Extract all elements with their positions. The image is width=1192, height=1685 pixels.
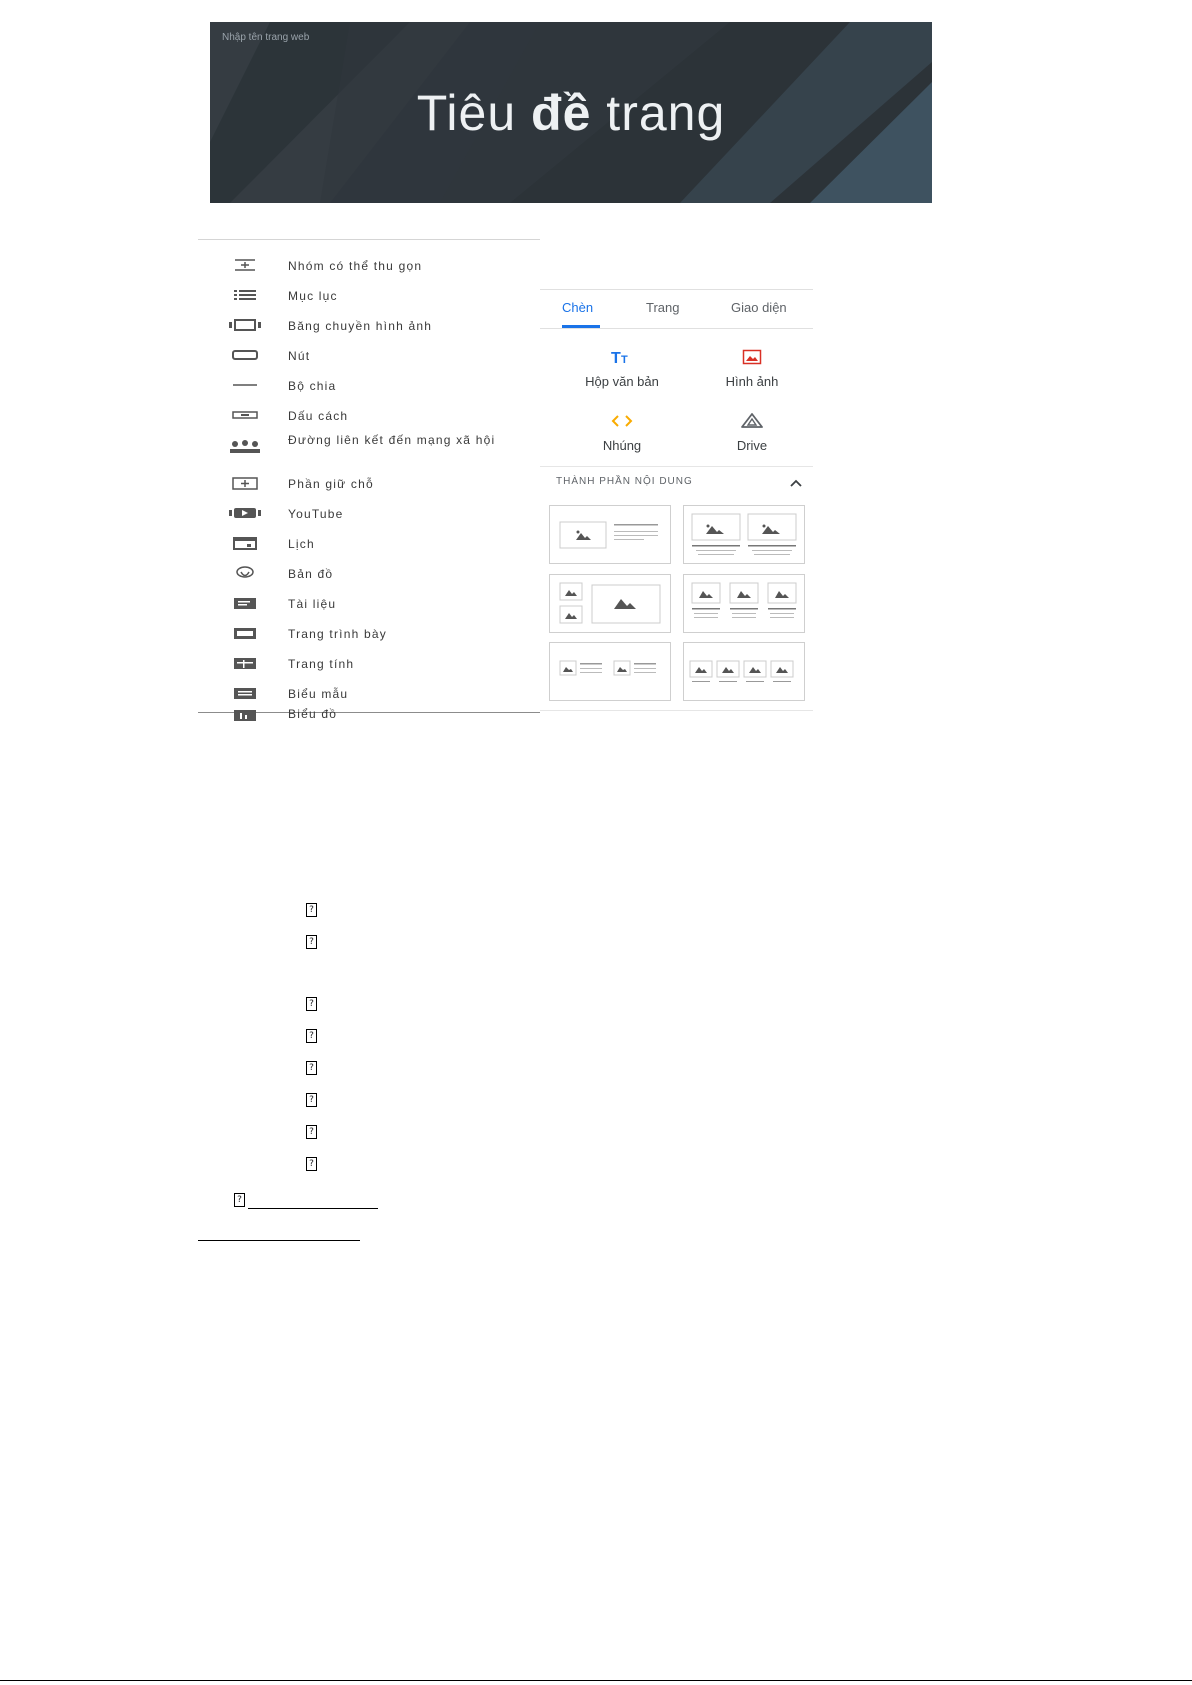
layout-card-two-images[interactable] xyxy=(683,505,805,564)
list-item-calendar[interactable] xyxy=(198,528,540,558)
embed-icon xyxy=(562,410,682,432)
list-item-sheets[interactable] xyxy=(198,648,540,678)
list-item-label: Trang tính xyxy=(288,657,355,671)
tab-insert[interactable]: Chèn xyxy=(562,300,594,315)
svg-text:T: T xyxy=(621,354,628,366)
embed-label: Nhúng xyxy=(602,438,642,453)
site-name-hint[interactable]: Nhập tên trang web xyxy=(222,32,310,43)
list-item-spacer[interactable] xyxy=(198,400,540,430)
list-item-divider[interactable] xyxy=(198,370,540,400)
site-header-banner xyxy=(210,22,932,203)
list-item-label: Phần giữ chỗ xyxy=(288,477,374,491)
charts-icon xyxy=(228,708,262,722)
text-box-label: Hộp văn bản xyxy=(585,374,659,389)
map-icon xyxy=(228,566,262,580)
underline-rule xyxy=(198,1240,360,1241)
list-bullet: ? xyxy=(306,997,317,1011)
list-item-label: Lịch xyxy=(288,537,315,551)
placeholder-icon xyxy=(228,476,262,490)
list-item-label: Nút xyxy=(288,349,311,363)
list-item-label: Bộ chia xyxy=(288,379,337,393)
button-icon xyxy=(228,348,262,362)
active-tab-indicator xyxy=(562,325,600,328)
list-item-slides[interactable] xyxy=(198,618,540,648)
layout-card-four-images[interactable] xyxy=(683,642,805,701)
list-item-label: Băng chuyền hình ảnh xyxy=(288,319,433,333)
list-item-charts[interactable] xyxy=(198,706,540,736)
chevron-up-icon[interactable] xyxy=(789,473,803,492)
docs-icon xyxy=(228,596,262,610)
image-icon xyxy=(692,346,812,368)
list-item-label: Đường liên kết đến mạng xã hội xyxy=(288,433,496,447)
list-item-docs[interactable] xyxy=(198,588,540,618)
drive-button[interactable] xyxy=(692,410,812,453)
list-item-label: Tài liệu xyxy=(288,597,337,611)
page-title-bold: đề xyxy=(531,85,592,141)
text-box-icon xyxy=(562,346,682,368)
insert-panel xyxy=(540,289,813,711)
list-item-social-links[interactable] xyxy=(198,430,540,466)
list-item-label: Trang trình bày xyxy=(288,627,387,641)
divider-icon xyxy=(228,378,262,392)
content-blocks-header[interactable] xyxy=(540,466,813,495)
sheets-icon xyxy=(228,656,262,670)
svg-text:T: T xyxy=(611,350,621,367)
page-title-part1: Tiêu xyxy=(416,85,532,141)
slides-icon xyxy=(228,626,262,640)
list-item-label: Nhóm có thể thu gọn xyxy=(288,259,423,273)
social-links-icon xyxy=(228,440,262,454)
list-bullet: ? xyxy=(306,1029,317,1043)
list-bullet: ? xyxy=(306,935,317,949)
layout-card-image-text[interactable] xyxy=(549,505,671,564)
list-item-label: Biểu mẫu xyxy=(288,687,349,701)
list-item-label: Bản đồ xyxy=(288,567,334,581)
underline-rule xyxy=(248,1208,378,1209)
layout-card-gallery[interactable] xyxy=(549,574,671,633)
list-item-collapsible-group[interactable] xyxy=(198,250,540,280)
list-item-table-of-contents[interactable] xyxy=(198,280,540,310)
list-item-label: Biểu đồ xyxy=(288,707,338,721)
list-bullet: ? xyxy=(306,1125,317,1139)
list-item-map[interactable] xyxy=(198,558,540,588)
image-label: Hình ảnh xyxy=(725,374,779,389)
drive-icon xyxy=(692,410,812,432)
list-item-forms[interactable] xyxy=(198,678,540,708)
list-item-label: Dấu cách xyxy=(288,409,349,423)
list-bullet: ? xyxy=(234,1193,245,1207)
embed-button[interactable] xyxy=(562,410,682,453)
youtube-icon xyxy=(228,506,262,520)
list-bullet: ? xyxy=(306,903,317,917)
forms-icon xyxy=(228,686,262,700)
spacer-icon xyxy=(228,408,262,422)
tab-pages[interactable]: Trang xyxy=(646,300,680,315)
list-item-label: YouTube xyxy=(288,507,344,521)
table-of-contents-icon xyxy=(228,288,262,302)
tab-themes[interactable]: Giao diện xyxy=(731,300,787,315)
list-item-image-carousel[interactable] xyxy=(198,310,540,340)
content-blocks-title: THÀNH PHẦN NỘI DUNG xyxy=(556,476,693,487)
layout-card-three-images[interactable] xyxy=(683,574,805,633)
collapsible-group-icon xyxy=(228,258,262,272)
panel-tabs xyxy=(540,290,813,329)
list-item-button[interactable] xyxy=(198,340,540,370)
list-bullet: ? xyxy=(306,1061,317,1075)
page-title[interactable] xyxy=(210,84,932,142)
layout-card-two-image-text[interactable] xyxy=(549,642,671,701)
list-item-placeholder[interactable] xyxy=(198,468,540,498)
drive-label: Drive xyxy=(736,438,768,453)
image-button[interactable] xyxy=(692,346,812,389)
calendar-icon xyxy=(228,536,262,550)
insert-component-list xyxy=(198,239,540,721)
list-item-youtube[interactable] xyxy=(198,498,540,528)
list-bullet: ? xyxy=(306,1093,317,1107)
text-box-button[interactable] xyxy=(562,346,682,389)
list-bullet: ? xyxy=(306,1157,317,1171)
list-item-label: Mục lục xyxy=(288,289,338,303)
image-carousel-icon xyxy=(228,318,262,332)
page-title-part2: trang xyxy=(591,85,726,141)
page-footer-rule xyxy=(0,1680,1192,1681)
